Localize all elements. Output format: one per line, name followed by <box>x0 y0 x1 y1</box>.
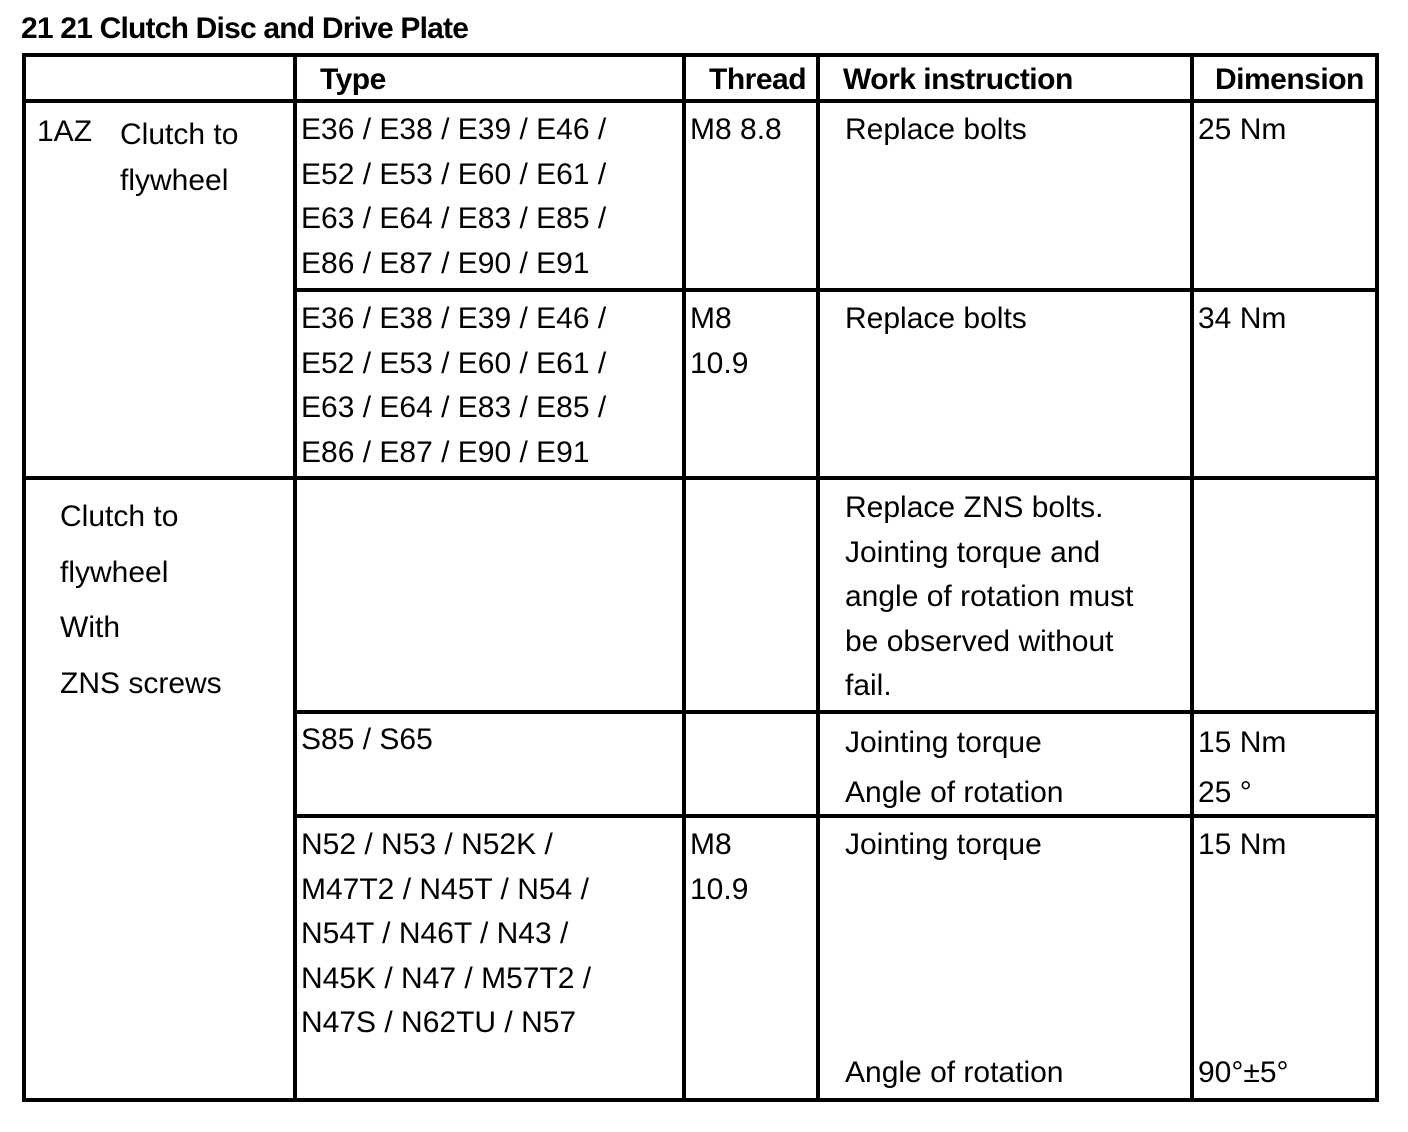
document-title: 21 21 Clutch Disc and Drive Plate <box>21 12 469 45</box>
header-dimension: Dimension <box>1215 63 1364 96</box>
group1-label <box>120 112 238 204</box>
col-divider-type <box>293 53 297 1102</box>
instruction-line: Replace bolts <box>845 302 1027 335</box>
row-divider-1 <box>293 288 1379 292</box>
row5-instruction-bottom: Angle of rotation <box>845 1056 1064 1089</box>
header-divider <box>22 99 1379 103</box>
row5-dimension-top: 15 Nm <box>1198 828 1287 861</box>
instruction-line: Jointing torque <box>845 726 1042 759</box>
row4-dimension <box>1198 718 1286 818</box>
row5-dimension-bottom: 90°±5° <box>1198 1056 1289 1089</box>
row1-instruction <box>845 108 1027 153</box>
group1-code: 1AZ <box>37 115 93 148</box>
group1-label-line: Clutch to <box>120 118 239 151</box>
group2-label-line: flywheel <box>60 555 169 589</box>
row2-dimension <box>1198 297 1286 342</box>
type-line: E86 / E87 / E90 / E91 <box>301 435 590 469</box>
thread-line: M8 8.8 <box>690 113 782 146</box>
group2-label-line: Clutch to <box>60 500 179 533</box>
group2-label <box>60 489 222 711</box>
type-line: N52 / N53 / N52K / <box>301 828 553 861</box>
header-thread: Thread <box>709 63 807 96</box>
row5-instruction-top: Jointing torque <box>845 828 1042 861</box>
instruction-line: fail. <box>845 669 892 702</box>
group2-label-line: ZNS screws <box>60 666 222 700</box>
thread-line: M8 <box>690 828 732 861</box>
row2-thread <box>690 297 748 386</box>
type-line: N54T / N46T / N43 / <box>301 917 569 950</box>
instruction-line: angle of rotation must <box>845 580 1134 613</box>
row1-thread <box>690 108 782 153</box>
thread-line: 10.9 <box>690 346 749 380</box>
table-border-top <box>22 53 1379 57</box>
row3-instruction <box>845 486 1134 709</box>
type-line: E36 / E38 / E39 / E46 / <box>301 113 607 146</box>
row2-type <box>301 297 606 475</box>
table-border-right <box>1375 53 1379 1102</box>
col-divider-thread <box>682 53 686 1102</box>
group2-label-line: With <box>60 611 120 644</box>
type-line: E36 / E38 / E39 / E46 / <box>301 302 607 335</box>
row5-type <box>301 823 591 1046</box>
dimension-line: 25 ° <box>1198 776 1252 809</box>
type-line: E63 / E64 / E83 / E85 / <box>301 202 607 235</box>
type-line: E63 / E64 / E83 / E85 / <box>301 391 607 424</box>
header-work-instruction: Work instruction <box>843 63 1073 96</box>
col-divider-instruction <box>816 53 820 1102</box>
header-type: Type <box>320 63 386 96</box>
row1-dimension <box>1198 108 1286 153</box>
instruction-line: be observed without <box>845 624 1114 658</box>
dimension-line: 25 Nm <box>1198 113 1287 146</box>
row-divider-3 <box>293 710 1379 714</box>
row2-instruction <box>845 297 1027 342</box>
type-line: N45K / N47 / M57T2 / <box>301 961 592 995</box>
type-line: E52 / E53 / E60 / E61 / <box>301 157 607 191</box>
thread-line: M8 <box>690 302 732 335</box>
thread-line: 10.9 <box>690 872 749 906</box>
type-line: M47T2 / N45T / N54 / <box>301 872 589 906</box>
group-divider <box>22 476 1379 480</box>
col-divider-dimension <box>1190 53 1194 1102</box>
type-line: S85 / S65 <box>301 723 433 756</box>
instruction-line: Angle of rotation <box>845 776 1064 809</box>
row5-thread <box>690 823 748 912</box>
dimension-line: 15 Nm <box>1198 726 1287 759</box>
row1-type <box>301 108 606 286</box>
group1-label-line: flywheel <box>120 164 229 197</box>
instruction-line: Replace ZNS bolts. <box>845 491 1104 524</box>
type-line: N47S / N62TU / N57 <box>301 1006 577 1039</box>
table-border-bottom <box>22 1098 1379 1102</box>
dimension-line: 34 Nm <box>1198 302 1287 335</box>
type-line: E86 / E87 / E90 / E91 <box>301 246 590 280</box>
instruction-line: Jointing torque and <box>845 535 1101 569</box>
type-line: E52 / E53 / E60 / E61 / <box>301 346 607 380</box>
table-border-left <box>22 53 26 1102</box>
instruction-line: Replace bolts <box>845 113 1027 146</box>
row4-type <box>301 718 433 763</box>
row4-instruction <box>845 718 1063 818</box>
